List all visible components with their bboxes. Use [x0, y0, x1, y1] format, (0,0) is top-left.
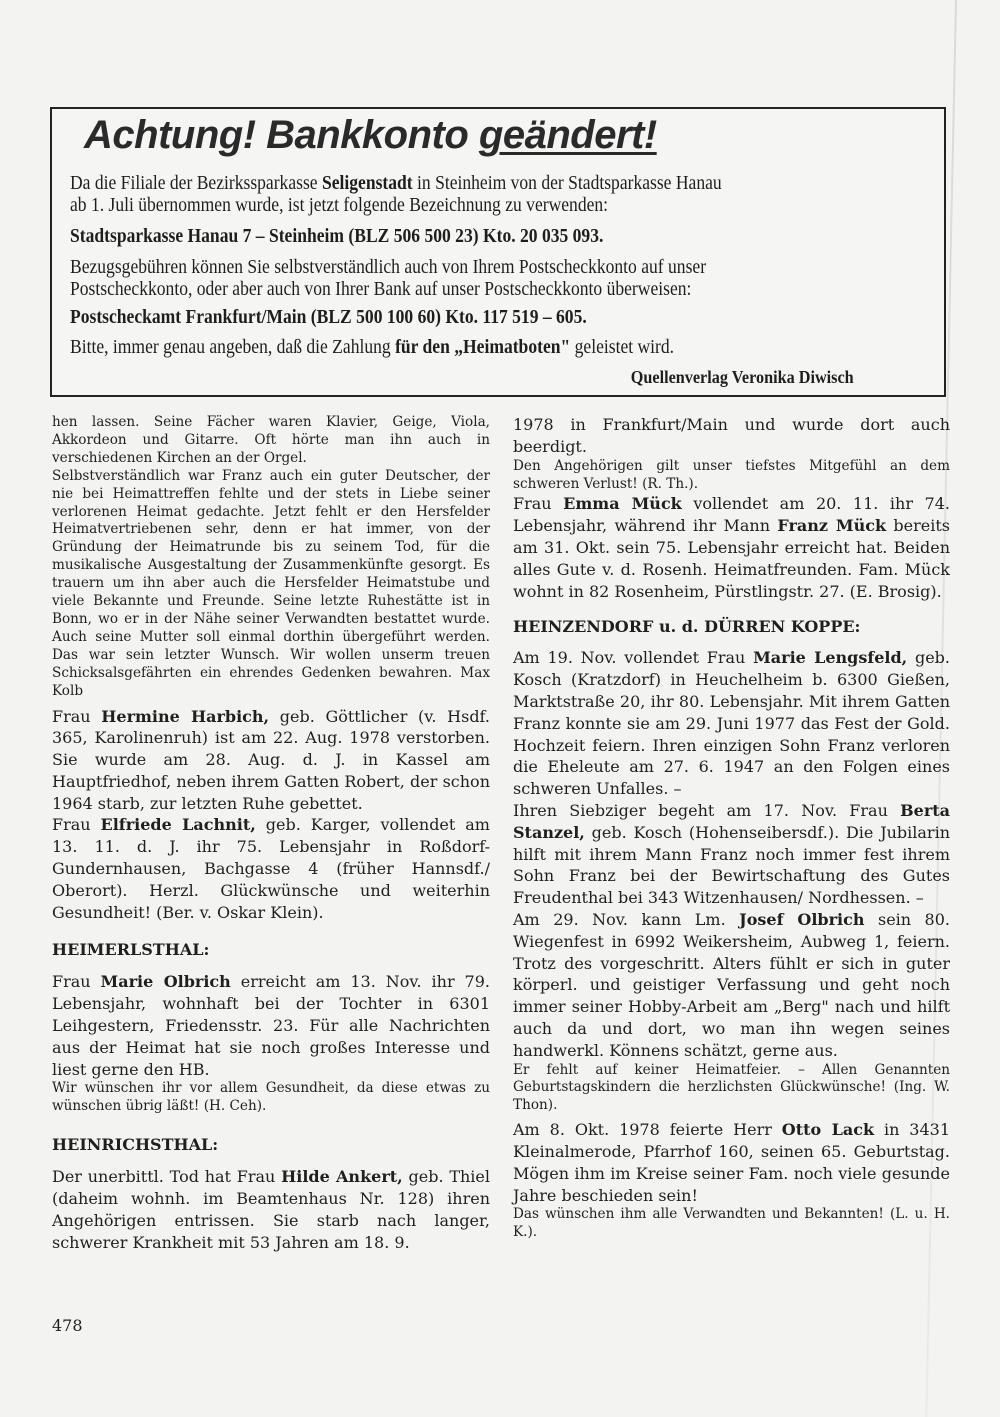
person-franz-mueck: Franz Mück: [777, 516, 887, 536]
left-p3: [52, 706, 490, 815]
right-p4-b: geb. Kosch (Kratzdorf) in Heuchelheim b. 6300 Gießen, Marktstraße 20, ihr 80. Lebensjahr. Mit ihrem Gatten Franz konnte sie am 29. Juni 1977 das Fest der Gold. Hochzeit feiern. Ihren einzigen Sohn Franz verloren die Eheleute am 27. 6. 1947 an den Folgen eines schweren Unfalles. –: [513, 648, 951, 799]
left-p1: hen lassen. Seine Fächer waren Klavier, Geige, Viola, Akkordeon und Gitarre. Oft hörte man ihn auch in verschiedenen Kirchen an der Orgel.: [52, 414, 490, 466]
left-p3-a: Frau: [52, 706, 102, 726]
left-p7-a: Der unerbittl. Tod hat Frau: [52, 1167, 282, 1187]
right-p6-b: sein 80. Wiegenfest in 6992 Weikersheim, Aubweg 1, feiern. Trotz des vorgeschritt. Alters fühlt er sich in guter körperl. und geistiger Verfassung und geht noch immer seiner Hobby-Arbeit am „Berg" nach und hilft auch da und dort, wo man ihn wegen seines handwerkl. Könnens schätzt, gerne aus.: [513, 909, 950, 1060]
left-p5-a: Frau: [52, 972, 101, 992]
left-p4-b: geb. Karger, vollendet am 13. 11. d. J. ihr 75. Lebensjahr in Roßdorf-Gundernhausen, Bachgasse 4 (früher Hannsdf./ Oberort). Herzl. Glückwünsche und weiterhin Gesundheit! (Ber. v. Oskar Klein).: [52, 815, 490, 922]
person-josef-olbrich: Josef Olbrich: [739, 909, 865, 929]
person-hermine-harbich: Hermine Harbich,: [101, 706, 270, 726]
notice-title: [84, 113, 657, 158]
bank-account-notice-box: [50, 107, 946, 397]
heading-heimerlsthal: HEIMERLSTHAL:: [52, 940, 210, 960]
right-p2: Den Angehörigen gilt unser tiefstes Mitgefühl an dem schweren Verlust! (R. Th.).: [513, 457, 950, 492]
right-p3: [513, 493, 950, 602]
right-p9: Das wünschen ihm alle Verwandten und Bekannten! (L. u. H. K.).: [513, 1206, 950, 1241]
person-hilde-ankert: Hilde Ankert,: [281, 1167, 403, 1187]
notice-line-5: [70, 337, 844, 359]
right-p3-c: bereits am 31. Okt. sein 75. Lebensjahr erreicht hat. Beiden alles Gute v. d. Rosenh. Heimatfreunden. Fam. Mück wohnt in 82 Rosenheim, Pürstlingstr. 27. (E. Brosig).: [513, 516, 950, 601]
left-column: [52, 414, 490, 1253]
notice-line-1c: in Steinheim von der Stadtsparkasse Hanau: [412, 173, 722, 194]
left-p2: Selbstverständlich war Franz auch ein guter Deutscher, der nie bei Heimattreffen fehlte und der stets in Liebe seiner verlorenen Heimat gedachte. Jetzt fehlt er den Hersfelder Heimatvertriebenen sehr, denn er hat immer, von der Gründung der Heimatrunde bis zu seinem Tod, für die musikalische Ausgestaltung der Zusammenkünfte gesorgt. Es trauern um ihn aber auch die Hersfelder Heimatstube und viele Bekannte und Freunde. Seine letzte Ruhestätte ist in Bonn, wo er in der Nähe seiner Verwandten bestattet wurde. Auch seine Mutter soll einmal dorthin übergeführt werden. Das war sein letzter Wunsch. Wir wollen unserm treuen Schicksalsgefährten ein ehrendes Gedenken bewahren. Max Kolb: [52, 467, 490, 699]
person-otto-lack: Otto Lack: [781, 1120, 875, 1140]
notice-line-1: [70, 173, 844, 195]
right-p5: [513, 800, 950, 909]
right-p1: 1978 in Frankfurt/Main und wurde dort auch beerdigt.: [513, 415, 950, 456]
left-p3-b: geb. Göttlicher (v. Hsdf. 365, Karolinenruh) ist am 22. Aug. 1978 verstorben. Sie wurde am 28. Aug. d. J. in Kassel am Hauptfriedhof, neben ihrem Gatten Robert, der schon 1964 starb, zur letzten Ruhe gebettet.: [52, 706, 490, 813]
right-p6: [513, 909, 950, 1062]
left-p5: [52, 971, 490, 1080]
right-p7: Er fehlt auf keiner Heimatfeier. – Allen Genannten Geburtstagskindern die herzlichsten Glückwünsche! (Ing. W. Thon).: [513, 1061, 950, 1114]
right-column: [513, 414, 950, 1242]
notice-heimatboten: für den „Heimatboten": [395, 337, 571, 358]
notice-line-5c: geleistet wird.: [570, 337, 675, 358]
right-p4: [513, 647, 950, 800]
notice-signature: Quellenverlag Veronika Diwisch: [631, 367, 854, 387]
person-berta-stanzel: Berta Stanzel,: [513, 800, 950, 842]
person-marie-olbrich: Marie Olbrich: [100, 972, 231, 992]
notice-line-1a: Da die Filiale der Bezirkssparkasse: [70, 173, 322, 194]
notice-title-part1: Achtung! Bankkonto: [84, 113, 479, 157]
left-p4-a: Frau: [52, 815, 101, 835]
person-elfriede-lachnit: Elfriede Lachnit,: [100, 815, 256, 835]
left-p7-b: geb. Thiel (daheim wohnh. im Beamtenhaus Nr. 128) ihren Angehörigen entrissen. Sie starb nach langer, schwerer Krankheit mit 53 Jahren am 18. 9.: [52, 1167, 490, 1252]
right-p5-b: geb. Kosch (Hohenseibersdf.). Die Jubilarin hilft mit ihrem Mann Franz noch immer fest ihrem Sohn Franz bei der Bewirtschaftung des Gutes Freudenthal bei 343 Witzenhausen/ Nordhessen. –: [513, 822, 950, 908]
right-p3-b: vollendet am 20. 11. ihr 74. Lebensjahr, während ihr Mann: [513, 494, 950, 536]
right-p6-a: Am 29. Nov. kann Lm.: [513, 909, 740, 929]
person-emma-mueck: Emma Mück: [563, 494, 682, 514]
person-marie-lengsfeld: Marie Lengsfeld,: [753, 648, 908, 668]
bank-name-seligenstadt: Seligenstadt: [321, 173, 413, 194]
left-p7: [52, 1166, 490, 1253]
heading-heinzendorf: HEINZENDORF u. d. DÜRREN KOPPE:: [513, 617, 861, 637]
account-stadtsparkasse: Stadtsparkasse Hanau 7 – Steinheim (BLZ 506 500 23) Kto. 20 035 093.: [70, 226, 604, 247]
notice-line-5a: Bitte, immer genau angeben, daß die Zahlung: [70, 337, 396, 358]
left-p6: Wir wünschen ihr vor allem Gesundheit, da diese etwas zu wünschen übrig läßt! (H. Ceh).: [52, 1080, 490, 1115]
right-p8-a: Am 8. Okt. 1978 feierte Herr: [513, 1120, 782, 1140]
notice-line-2: ab 1. Juli übernommen wurde, ist jetzt folgende Bezeichnung zu verwenden:: [70, 195, 609, 216]
notice-title-underlined: geändert!: [478, 113, 657, 157]
right-p8-b: in 3431 Kleinalmerode, Pfarrhof 160, seinen 65. Geburtstag. Mögen ihm im Kreise seiner Fam. noch viele gesunde Jahre beschieden sein!: [513, 1120, 951, 1205]
account-postscheckamt: Postscheckamt Frankfurt/Main (BLZ 500 100 60) Kto. 117 519 – 605.: [70, 307, 587, 328]
notice-line-4: Postscheckkonto, oder aber auch von Ihrer Bank auf unser Postscheckkonto überweisen:: [70, 279, 692, 300]
right-p3-a: Frau: [513, 494, 564, 514]
right-p8: [513, 1119, 950, 1206]
right-p4-a: Am 19. Nov. vollendet Frau: [513, 648, 754, 668]
notice-line-3: Bezugsgebühren können Sie selbstverständlich auch von Ihrem Postscheckkonto auf unser: [70, 257, 707, 278]
page-number: 478: [52, 1316, 83, 1335]
left-p4: [52, 814, 490, 923]
right-p5-a: Ihren Siebziger begeht am 17. Nov. Frau: [513, 800, 901, 820]
heading-heinrichsthal: HEINRICHSTHAL:: [52, 1135, 219, 1155]
left-p5-b: erreicht am 13. Nov. ihr 79. Lebensjahr, wohnhaft bei der Tochter in 6301 Leihgestern, Friedensstr. 23. Für alle Nachrichten aus der Heimat hat sie noch großes Interesse und liest gerne den HB.: [52, 972, 491, 1079]
